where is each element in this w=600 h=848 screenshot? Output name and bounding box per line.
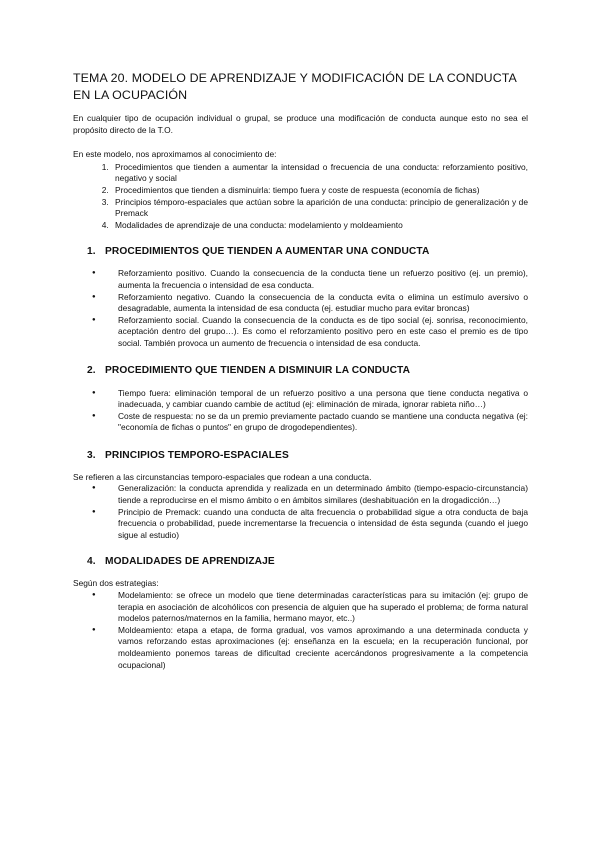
section-number: 3. bbox=[87, 449, 96, 461]
bullet-item: ● Coste de respuesta: no se da un premio previamente pactado cuando se mantiene una conducta negativa (ej: "economía de fichas o puntos" en grupo de drogodependientes). bbox=[110, 411, 528, 434]
bullet-item: ● Generalización: la conducta aprendida y realizada en un determinado ámbito (tiempo-espacio-circunstancia) tiende a reproducirse en el mismo ámbito o en ámbitos similares (deshabituación en la drogadicción…) bbox=[110, 483, 528, 506]
section-heading bbox=[73, 556, 528, 567]
section-number: 4. bbox=[87, 556, 96, 568]
bullet-item: ● Modelamiento: se ofrece un modelo que tiene determinadas características para su imitación (ej: grupo de terapia en asociación de alcohólicos con presencia de alguien que ha superado el problema; de forma natural modelos paternos/maternos en la familia, hermano mayor, etc..) bbox=[110, 590, 528, 625]
section-number: 2. bbox=[87, 364, 96, 376]
section-bullets bbox=[73, 590, 528, 671]
bullet-item: ● Reforzamiento positivo. Cuando la consecuencia de la conducta tiene un refuerzo positivo (ej. un premio), aumenta la frecuencia o intensidad de esa conducta. bbox=[110, 268, 528, 291]
bullet-item: ● Principio de Premack: cuando una conducta de alta frecuencia o probabilidad sigue a otra conducta de baja frecuencia o probabilidad, puede incrementarse la frecuencia o intensidad de ésta segunda (cuando el juego sigue al estudio) bbox=[110, 507, 528, 542]
bullet-item: ● Reforzamiento negativo. Cuando la consecuencia de la conducta evita o elimina un estímulo aversivo o desagradable, aumenta la intensidad de esa conducta (ej. estudiar mucho para evitar broncas) bbox=[110, 292, 528, 315]
section-bullets bbox=[73, 388, 528, 434]
document-title: TEMA 20. MODELO DE APRENDIZAJE Y MODIFICACIÓN DE LA CONDUCTA EN LA OCUPACIÓN bbox=[73, 71, 517, 102]
overview-item: 2. Procedimientos que tienden a disminuirla: tiempo fuera y coste de respuesta (economía de fichas) bbox=[111, 185, 528, 197]
section-bullets bbox=[73, 483, 528, 541]
model-intro: En este modelo, nos aproximamos al conocimiento de: bbox=[73, 149, 277, 160]
intro-paragraph: En cualquier tipo de ocupación individual o grupal, se produce una modificación de conducta aunque esto no sea el propósito directo de la T.O. bbox=[73, 113, 528, 135]
section-title: PROCEDIMIENTOS QUE TIENDEN A AUMENTAR UNA CONDUCTA bbox=[105, 246, 430, 258]
bullet-item: ● Moldeamiento: etapa a etapa, de forma gradual, vos vamos aproximando a una determinada conducta y vamos reforzando estas aproximaciones (ej: enseñanza en la escuela; en la recuperación funcional, por moldeamiento ponemos tareas de dificultad creciente acercándonos progresivamente a la competencia ocupacional) bbox=[110, 625, 528, 671]
section-bullets bbox=[73, 268, 528, 349]
section-lead: Según dos estrategias: bbox=[73, 578, 159, 589]
section-heading bbox=[73, 365, 528, 376]
section-title: MODALIDADES DE APRENDIZAJE bbox=[105, 556, 275, 568]
section-heading bbox=[73, 450, 528, 461]
overview-list bbox=[73, 162, 528, 232]
overview-item: 1. Procedimientos que tienden a aumentar la intensidad o frecuencia de una conducta: reforzamiento positivo, negativo y social bbox=[111, 162, 528, 185]
section-title: PROCEDIMIENTO QUE TIENDEN A DISMINUIR LA CONDUCTA bbox=[105, 364, 411, 376]
overview-item: 3. Principios témporo-espaciales que actúan sobre la aparición de una conducta: principio de generalización y de Premack bbox=[111, 197, 528, 220]
overview-item: 4. Modalidades de aprendizaje de una conducta: modelamiento y moldeamiento bbox=[111, 220, 528, 232]
section-lead: Se refieren a las circunstancias temporo-espaciales que rodean a una conducta. bbox=[73, 471, 372, 482]
bullet-item: ● Reforzamiento social. Cuando la consecuencia de la conducta es de tipo social (ej. sonrisa, reconocimiento, aceptación dentro del grupo…). Es como el reforzamiento positivo pero en este caso el premio es de tipo social. También provoca un aumento de frecuencia o intensidad de esa conducta. bbox=[110, 315, 528, 350]
section-heading bbox=[73, 246, 528, 257]
section-number: 1. bbox=[87, 246, 96, 258]
bullet-item: ● Tiempo fuera: eliminación temporal de un refuerzo positivo a una persona que tiene conducta negativa o inadecuada, y cambiar cuando cambie de actitud (ej: eliminación de mirada, ignorar rabieta niño…) bbox=[110, 388, 528, 411]
section-title: PRINCIPIOS TEMPORO-ESPACIALES bbox=[105, 449, 289, 461]
